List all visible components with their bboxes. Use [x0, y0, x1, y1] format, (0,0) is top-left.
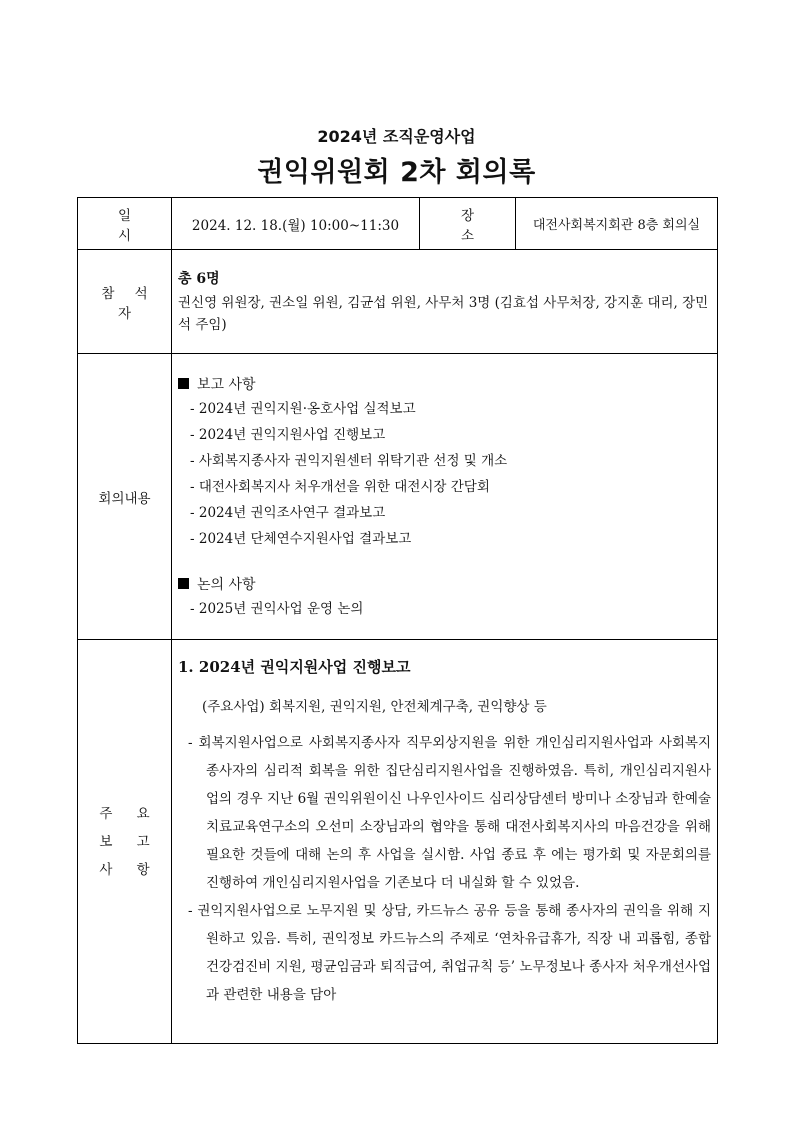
document-subtitle: 2024년 조직운영사업: [317, 127, 476, 146]
date-row: [78, 198, 718, 250]
date-value: 2024. 12. 18.(월) 10:00~11:30: [172, 198, 420, 250]
report-cell: [172, 640, 718, 1044]
report-heading-label: 보고 사항: [197, 376, 256, 393]
report-label-line: 보 고: [99, 833, 160, 850]
report-row: [78, 640, 718, 1044]
agenda-item: - 2024년 권익지원사업 진행보고: [190, 426, 386, 443]
report-section-heading: [178, 374, 711, 394]
attendees-total: 총 6명: [178, 270, 220, 287]
square-bullet-icon: [178, 578, 189, 589]
place-label: 장 소: [420, 198, 516, 250]
report-intro: (주요사업) 회복지원, 권익지원, 안전체계구축, 권익향상 등: [202, 699, 547, 715]
attendees-row: [78, 250, 718, 354]
agenda-label: 회의내용: [78, 354, 172, 640]
agenda-item: - 2024년 권익지원·옹호사업 실적보고: [190, 400, 416, 417]
report-paragraph: - 권익지원사업으로 노무지원 및 상담, 카드뉴스 공유 등을 통해 종사자의 권익을 위해 지원하고 있음. 특히, 권익정보 카드뉴스의 주제로 ‘연차유급휴가, 직장 내 괴롭힘, 종합건강검진비 지원, 평균임금과 퇴직급여, 취업규칙 등’ 노무정보나 종사자 처우개선사업과 관련한 내용을 담아: [188, 903, 711, 1003]
minutes-table: [77, 197, 718, 1044]
agenda-item: - 2024년 권익조사연구 결과보고: [190, 504, 386, 521]
attendees-cell: [172, 250, 718, 354]
report-label: [78, 640, 172, 1044]
discuss-heading-label: 논의 사항: [197, 576, 256, 593]
date-label: 일 시: [78, 198, 172, 250]
document-title: 권익위원회 2차 회의록: [257, 157, 536, 188]
report-label-line: 주 요: [99, 805, 160, 822]
attendees-list: 권신영 위원장, 권소일 위원, 김균섭 위원, 사무처 3명 (김효섭 사무처장, 강지훈 대리, 장민석 주임): [178, 294, 709, 333]
agenda-item: - 사회복지종사자 권익지원센터 위탁기관 선정 및 개소: [190, 452, 508, 469]
agenda-cell: [172, 354, 718, 640]
report-heading: 1. 2024년 권익지원사업 진행보고: [178, 658, 411, 676]
agenda-row: [78, 354, 718, 640]
discuss-section-heading: [178, 574, 711, 594]
report-label-line: 사 항: [99, 861, 160, 878]
place-value: 대전사회복지회관 8층 회의실: [516, 198, 718, 250]
attendees-label: 참 석 자: [78, 250, 172, 354]
square-bullet-icon: [178, 378, 189, 389]
report-paragraph: - 회복지원사업으로 사회복지종사자 직무외상지원을 위한 개인심리지원사업과 사회복지종사자의 심리적 회복을 위한 집단심리지원사업을 진행하였음. 특히, 개인심리지원사업의 경우 지난 6월 권익위원이신 나우인사이드 심리상담센터 방미나 소장님과 한예술치료교육연구소의 오선미 소장님과의 협약을 통해 대전사회복지사의 마음건강을 위해 필요한 것들에 대해 논의 후 사업을 실시함. 사업 종료 후 에는 평가회 및 자문회의를 진행하여 개인심리지원사업을 기존보다 더 내실화 할 수 있었음.: [188, 735, 711, 891]
agenda-item: - 2025년 권익사업 운영 논의: [190, 600, 364, 617]
agenda-item: - 2024년 단체연수지원사업 결과보고: [190, 530, 412, 547]
agenda-item: - 대전사회복지사 처우개선을 위한 대전시장 간담회: [190, 478, 490, 495]
